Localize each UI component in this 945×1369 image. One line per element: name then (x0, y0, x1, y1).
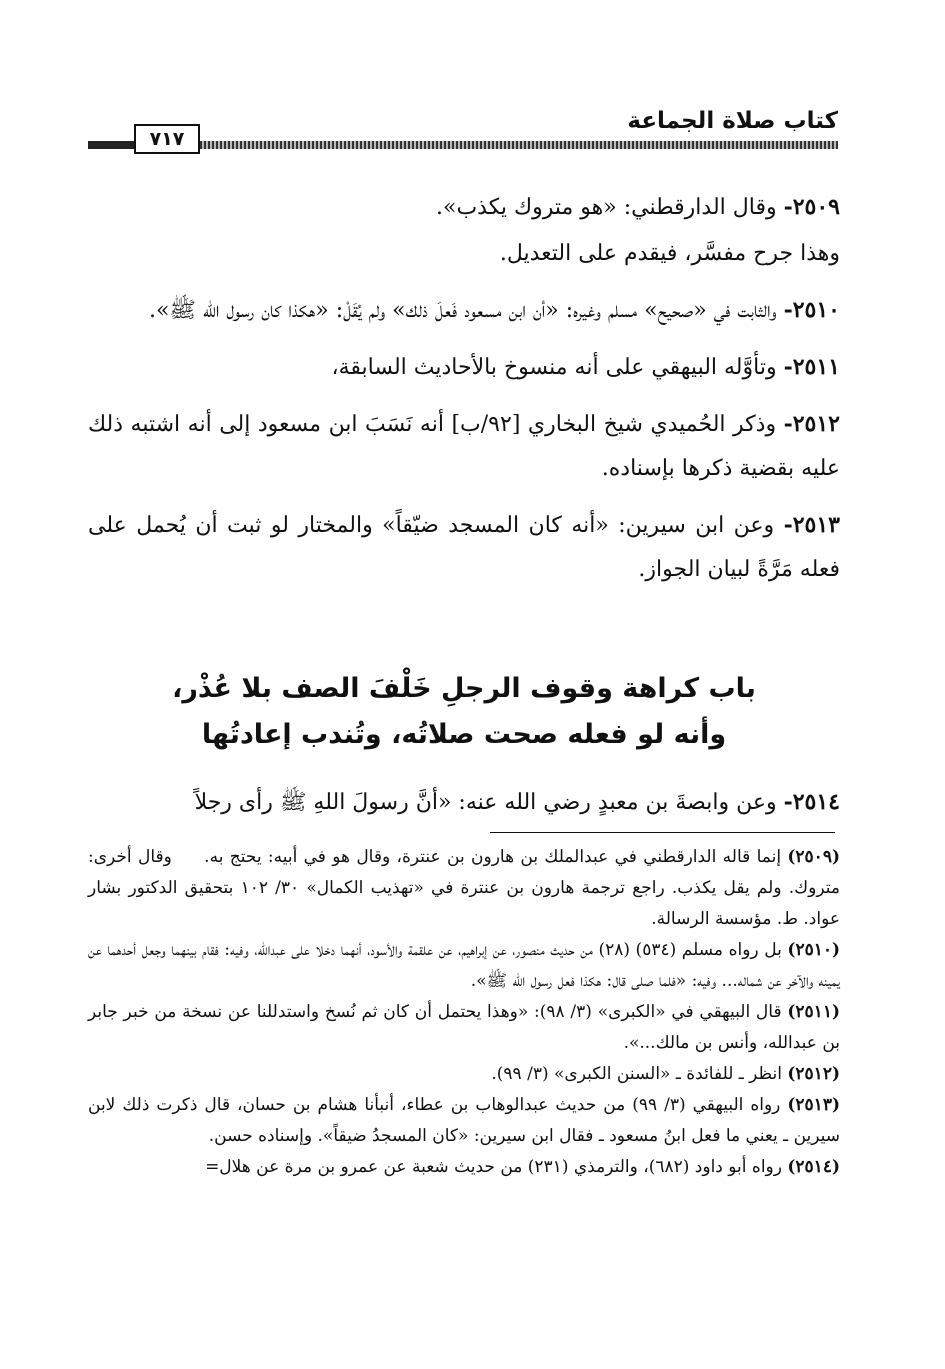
chapter-heading-line: وأنه لو فعله صحت صلاتُه، وتُندب إعادتُها (201, 719, 727, 750)
footnote-number: (٢٥١٣) (787, 1095, 840, 1115)
paragraph (88, 780, 840, 825)
paragraph-number: ٢٥١٣- (783, 512, 840, 538)
footnotes (88, 842, 840, 1183)
footnote-separator (490, 832, 835, 833)
footnote-text: إنما قاله الدارقطني في عبدالملك بن هارون بن عنترة، وقال هو في أبيه: يحتج به. (204, 847, 782, 867)
paragraph (88, 402, 840, 491)
paragraph-text: وعن ابن سيرين: «أنه كان المسجد ضيّقاً» والمختار لو ثبت أن يُحمل على فعله مَرَّةً لبيان الجواز. (88, 513, 840, 582)
footnote-text: انظر ـ للفائدة ـ «السنن الكبرى» (٣/ ٩٩). (491, 1064, 782, 1084)
footnote-number: (٢٥١٤) (787, 1157, 840, 1177)
footnote-text: بل رواه مسلم (٥٣٤) (٢٨) من حديث منصور، عن إبراهيم، عن علقمة والأسود، أنهما دخلا على عبدالله، وفيه: فقام بينهما وجعل أحدهما عن يمينه والآخر عن شماله... وفيه: «فلما صلى قال: هكذا فعل رسول الله ﷺ». (88, 940, 840, 991)
paragraph-text: وهذا جرح مفسَّر، فيقدم على التعديل. (499, 241, 840, 266)
footnote-continuation: وقال أخرى: متروك. ولم يقل يكذب. راجع ترجمة هارون بن عنترة في «تهذيب الكمال» ٣٠/ ١٠٢ بتحقيق الدكتور بشار عواد. ط. مؤسسة الرسالة. (88, 847, 840, 929)
paragraph-text: وعن وابصةَ بن معبدٍ رضي الله عنه: «أنَّ رسولَ اللهِ ﷺ رأى رجلاً (194, 790, 777, 815)
paragraph-text: وقال الدارقطني: «هو متروك يكذب». (436, 195, 777, 220)
page-header (88, 108, 838, 158)
paragraph (88, 503, 840, 592)
footnote-text: رواه البيهقي (٣/ ٩٩) من حديث عبدالوهاب بن عطاء، أنبأنا هشام بن حسان، قال ذكرت ذلك لابن سيرين ـ يعني ما فعل ابنُ مسعود ـ فقال ابن سيرين: «كان المسجدُ ضيقاً». وإسناده حسن. (88, 1095, 840, 1146)
main-text (88, 185, 840, 604)
footnote-text: رواه أبو داود (٦٨٢)، والترمذي (٢٣١) من حديث شعبة عن عمرو بن مرة عن هلال= (205, 1157, 782, 1177)
paragraph-number: ٢٥٠٩- (783, 194, 840, 220)
footnote-number: (٢٥١١) (787, 1002, 840, 1022)
paragraph (88, 345, 840, 390)
header-rule-solid (88, 141, 134, 149)
paragraph-number: ٢٥١٤- (783, 789, 840, 815)
paragraph-text: وذكر الحُميدي شيخ البخاري [٩٢/ب] أنه نَسَبَ ابن مسعود إلى أنه اشتبه ذلك عليه بقضية ذكرها بإسناده. (88, 412, 840, 481)
running-title: كتاب صلاة الجماعة (627, 108, 838, 134)
chapter-heading (88, 666, 840, 758)
paragraph-number: ٢٥١٠- (783, 297, 840, 323)
footnote-number: (٢٥١٢) (787, 1064, 840, 1084)
paragraph-number: ٢٥١١- (783, 354, 840, 380)
paragraph (88, 232, 840, 276)
footnote (88, 935, 840, 997)
footnote (88, 1090, 840, 1152)
footnote-number: (٢٥١٠) (787, 940, 841, 960)
paragraph (88, 288, 840, 333)
paragraph-text: والثابت في «صحيح» مسلم وغيره: «أن ابن مسعود فَعلَ ذلك» ولم يُقَلْ: «هكذا كان رسول الله ﷺ». (148, 298, 777, 323)
paragraph-number: ٢٥١٢- (783, 411, 840, 437)
header-rule (88, 141, 838, 149)
chapter-heading-line: باب كراهة وقوف الرجلِ خَلْفَ الصف بلا عُذْر، (172, 673, 756, 704)
footnote-number: (٢٥٠٩) (787, 847, 840, 867)
paragraph (88, 185, 840, 230)
footnote-text: قال البيهقي في «الكبرى» (٣/ ٩٨): «وهذا يحتمل أن كان ثم نُسخ واستدللنا عن نسخة من خبر جابر بن عبدالله، وأنس بن مالك...». (88, 1002, 840, 1053)
page-number: ٧١٧ (134, 124, 200, 154)
footnote (88, 1059, 840, 1090)
footnote (88, 1152, 840, 1183)
footnote (88, 842, 840, 935)
footnote (88, 997, 840, 1059)
paragraph-text: وتأوَّله البيهقي على أنه منسوخ بالأحاديث السابقة، (331, 355, 777, 380)
